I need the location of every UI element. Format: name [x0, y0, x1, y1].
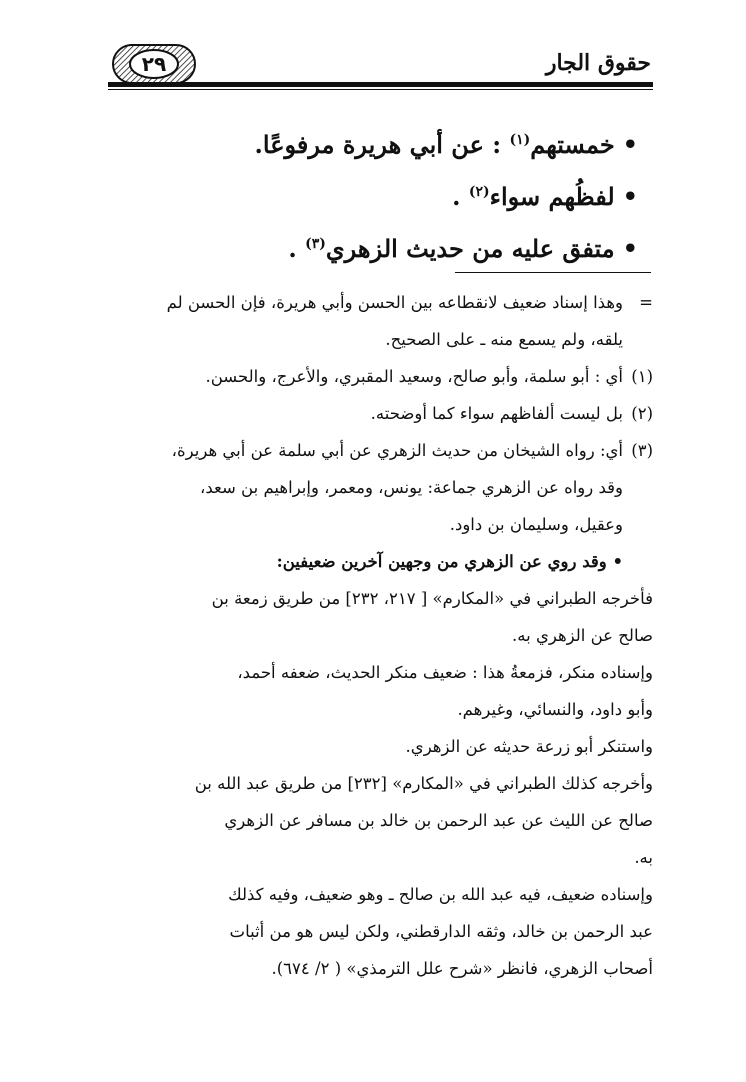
text-line: وأبو داود، والنسائي، وغيرهم. [457, 700, 653, 719]
text-line: وقد رواه عن الزهري جماعة: يونس، ومعمر، وإبراهيم بن سعد، [200, 478, 623, 497]
bullet-icon: • [622, 234, 638, 263]
page-header [108, 40, 653, 92]
paragraph-1 [108, 580, 653, 654]
text-line: أي: رواه الشيخان من حديث الزهري عن أبي سلمة عن أبي هريرة، [171, 441, 623, 460]
page-number: ٢٩ [141, 52, 167, 76]
text-line: وإسناده ضعيف، فيه عبد الله بن صالح ـ وهو ضعيف، وفيه كذلك [228, 885, 653, 904]
header-rule-thin [108, 89, 653, 90]
text-line: وإسناده منكر، فزمعةُ هذا : ضعيف منكر الحديث، ضعفه أحمد، [237, 663, 653, 682]
text-line: صالح عن الزهري به. [512, 626, 653, 645]
main-text [118, 118, 638, 274]
footnote-ref-1[interactable]: (١) [509, 132, 531, 148]
text-line: واستنكر أبو زرعة حديثه عن الزهري. [405, 737, 653, 756]
text-line: وأخرجه كذلك الطبراني في «المكارم» [٢٣٢] من طريق عبد الله بن [194, 774, 653, 793]
footnote-ref-3[interactable]: (٣) [305, 236, 326, 252]
footnote-1 [108, 358, 653, 395]
line-text: لفظُهم سواء [489, 182, 615, 211]
text-line: وعقيل، وسليمان بن داود. [449, 515, 623, 534]
footnote-continuation [108, 284, 653, 358]
text-line: فأخرجه الطبراني في «المكارم» [ ٢١٧، ٢٣٢] من طريق زمعة بن [211, 589, 653, 608]
text-line: أصحاب الزهري، فانظر «شرح علل الترمذي» ( ٢/ ٦٧٤). [271, 959, 653, 978]
footnote-divider [455, 272, 651, 273]
text-line: به. [634, 848, 653, 867]
footnotes [108, 284, 653, 987]
running-title: حقوق الجار [545, 50, 651, 76]
main-line-3 [118, 222, 638, 274]
page-number-badge [112, 44, 196, 84]
header-rule-thick [108, 82, 653, 87]
paragraph-5 [108, 876, 653, 987]
footnote-number: (٢) [631, 404, 653, 423]
line-text: : عن أبي هريرة مرفوعًا. [254, 130, 510, 159]
paragraph-4 [108, 765, 653, 876]
bold-subheading: • وقد روي عن الزهري من وجهين آخرين ضعيفين: [276, 552, 623, 571]
paragraph-3 [108, 728, 653, 765]
footnote-2 [108, 395, 653, 432]
line-text: . [288, 234, 306, 263]
text-line: صالح عن الليث عن عبد الرحمن بن خالد بن مسافر عن الزهري [224, 811, 653, 830]
text-line: بل ليست ألفاظهم سواء كما أوضحته. [370, 404, 623, 423]
footnote-ref-2[interactable]: (٢) [468, 184, 490, 200]
text-line: أي : أبو سلمة، وأبو صالح، وسعيد المقبري، والأعرج، والحسن. [205, 367, 623, 386]
footnote-number: (١) [631, 367, 653, 386]
main-line-2 [118, 170, 638, 222]
footnote-number: (٣) [631, 441, 653, 460]
bullet-icon: • [622, 130, 638, 159]
main-line-1 [118, 118, 638, 170]
text-line: وهذا إسناد ضعيف لانقطاعه بين الحسن وأبي هريرة، فإن الحسن لم [166, 293, 623, 312]
line-text: . [452, 182, 469, 211]
continuation-mark: = [639, 293, 653, 312]
bullet-icon: • [622, 182, 638, 211]
text-line: يلقه، ولم يسمع منه ـ على الصحيح. [385, 330, 623, 349]
footnote-3 [108, 432, 653, 580]
line-text: متفق عليه من حديث الزهري [325, 234, 615, 263]
paragraph-2 [108, 654, 653, 728]
text-line: عبد الرحمن بن خالد، وثقه الدارقطني، ولكن ليس هو من أثبات [229, 922, 653, 941]
line-text: خمستهم [530, 130, 615, 159]
